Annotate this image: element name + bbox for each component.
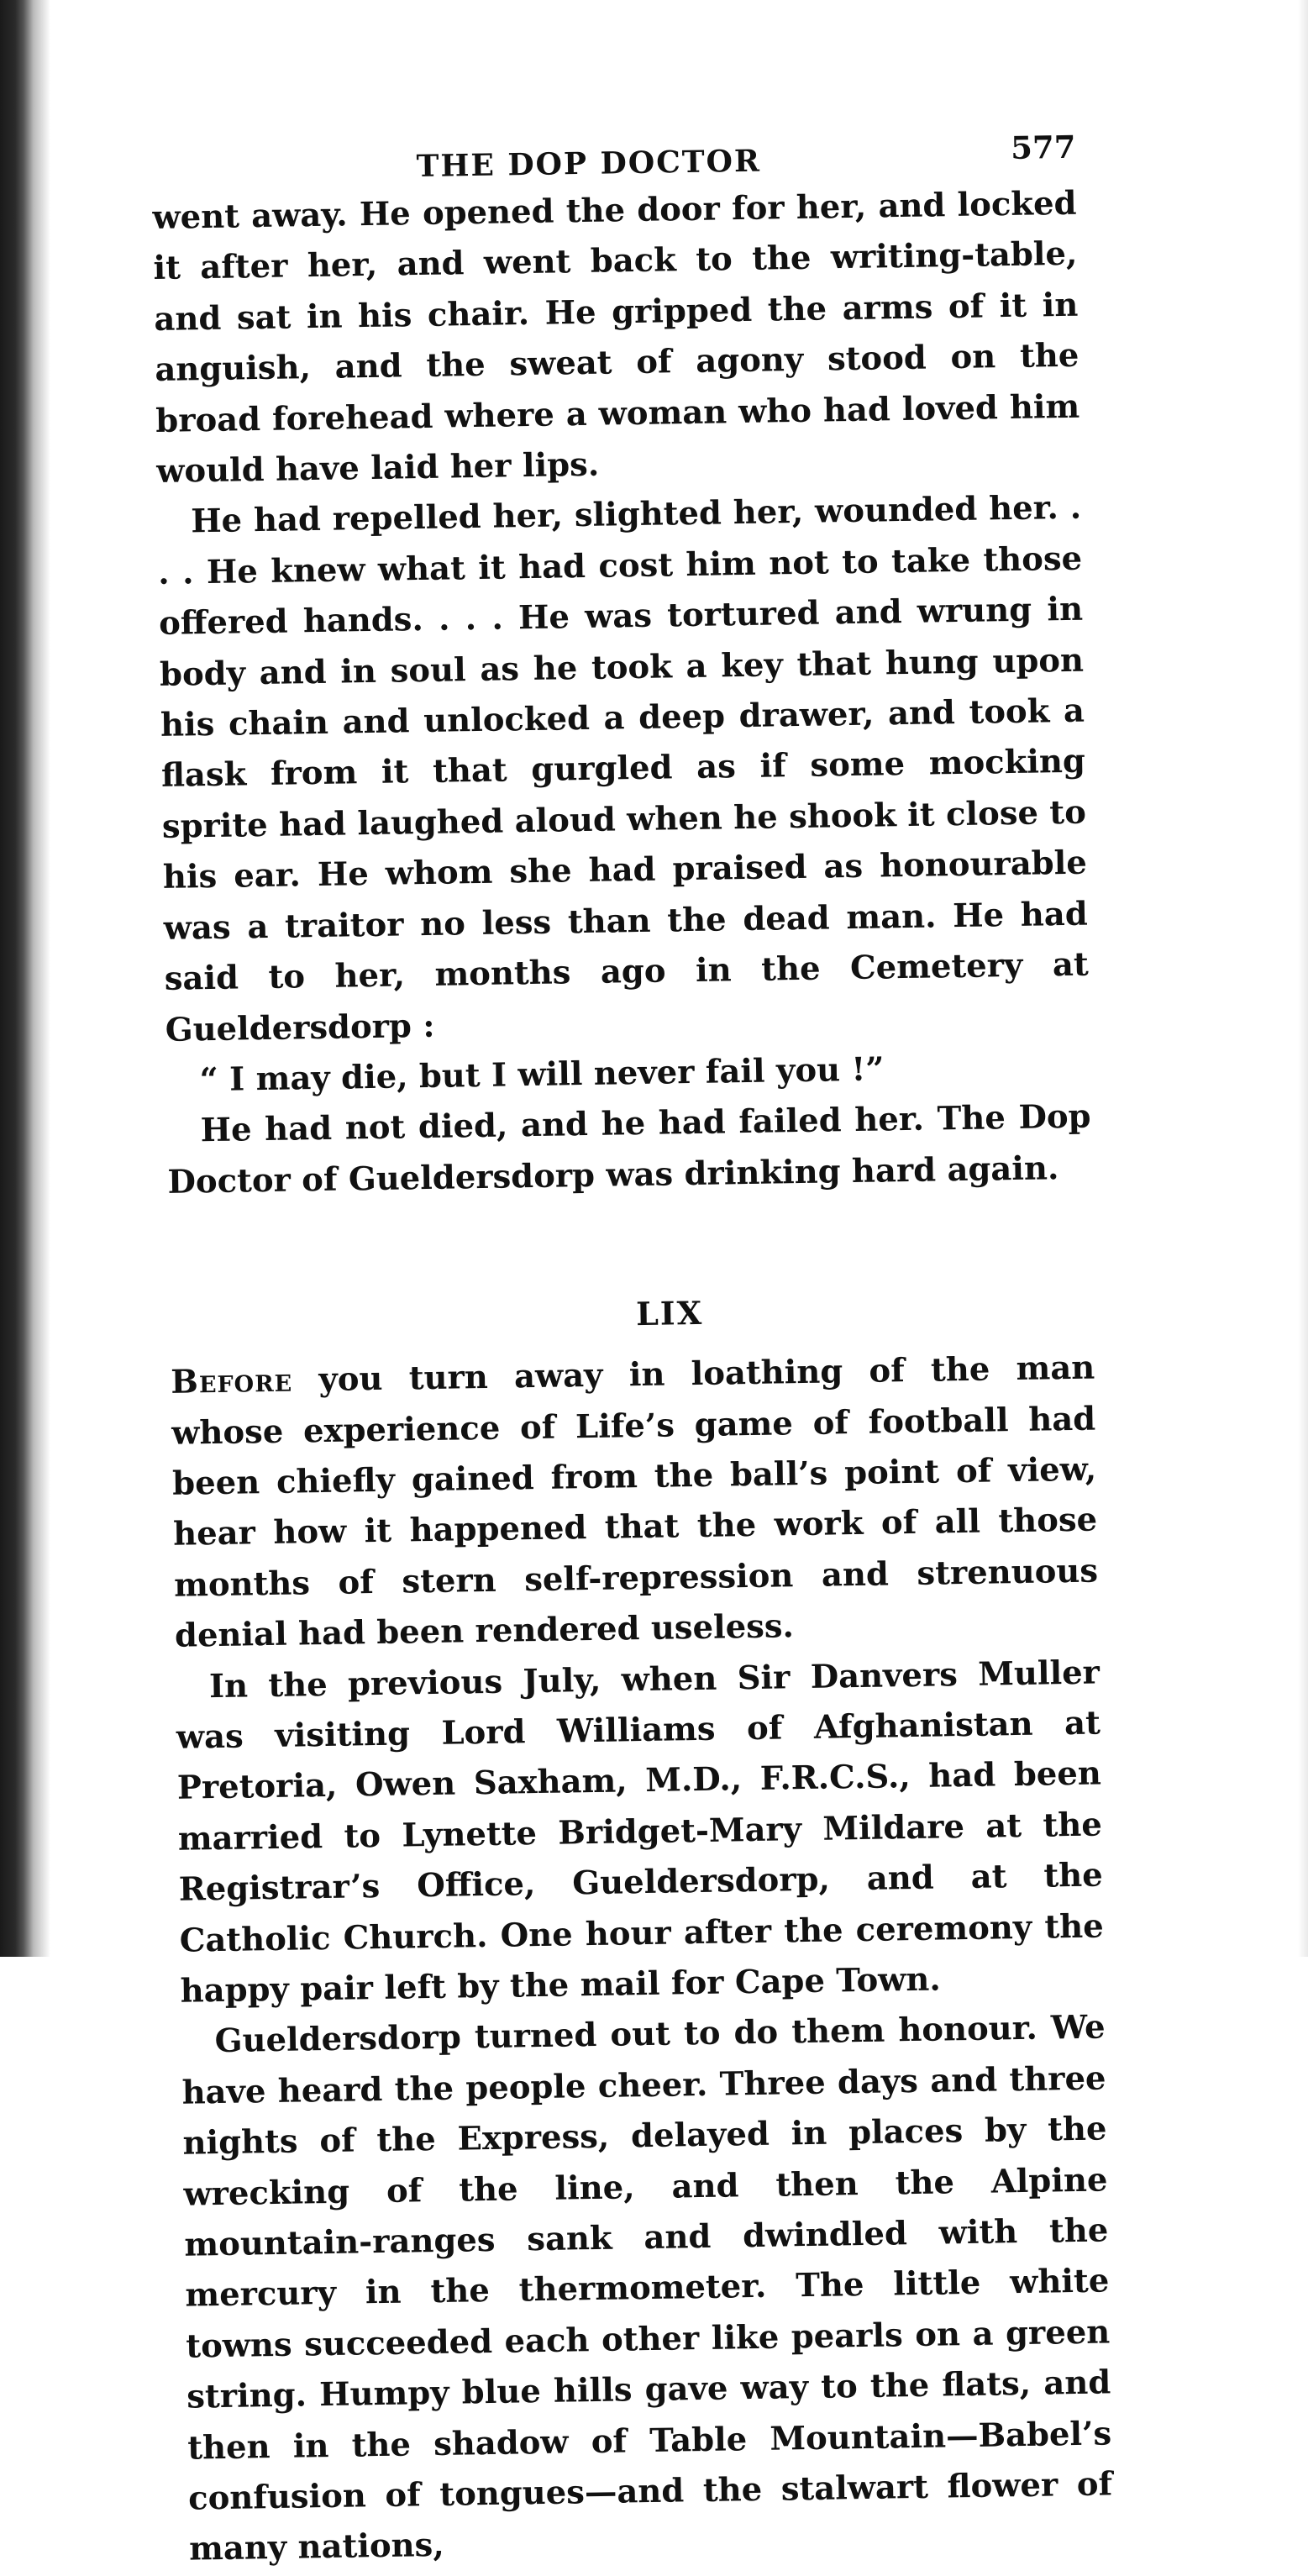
paragraph: Gueldersdorp turned out to do them honour. We have heard the people cheer. Three days and three nights of the Express, delayed in places by the wrecking of the line, and then the Alpine mountain-ranges sank and dwindled with the mercury in the thermometer. The little white towns succeeded each other like pearls on a green string. Humpy blue hills gave way to the flats, and then in the shadow of Table Mountain—Babel’s confusion of tongues—and the stalwart flower of many nations,	[181, 2008, 1113, 2569]
chapter-heading: LIX	[635, 1293, 704, 1333]
section-break	[168, 1194, 1093, 1292]
book-page	[151, 120, 1113, 2569]
paragraph: He had not died, and he had failed her. The Dop Doctor of Gueldersdorp was drinking hard again.	[167, 1097, 1091, 1201]
page-number: 577	[1010, 128, 1076, 166]
quote-paragraph: “ I may die, but I will never fail you !”	[199, 1050, 885, 1100]
opening-word: Before	[170, 1361, 293, 1401]
opening-text: you turn away in loathing of the man whose experience of Life’s game of football had been chiefly gained from the ball’s point of view, hear how it happened that the work of all those months of stern self-repression and strenuous denial had been rendered useless.	[171, 1348, 1099, 1655]
chapter-opening-paragraph	[171, 1343, 1100, 1663]
running-title: THE DOP DOCTOR	[416, 143, 762, 185]
page-edge	[1298, 0, 1308, 1957]
paragraph: went away. He opened the door for her, and locked it after her, and went back to the writing-table, and sat in his chair. He gripped the arms of it in anguish, and the sweat of agony stood on the broad forehead where a woman who had loved him would have laid her lips.	[152, 184, 1080, 491]
paragraph: In the previous July, when Sir Danvers Muller was visiting Lord Williams of Afghanistan at Pretoria, Owen Saxham, M.D., F.R.C.S., had been married to Lynette Bridget-Mary Mildare at the Registrar’s Office, Gueldersdorp, and at the Catholic Church. One hour after the ceremony the happy pair left by the mail for Cape Town.	[176, 1653, 1104, 2011]
book-spine-shadow	[0, 0, 59, 1957]
paragraph: He had repelled her, slighted her, wounded her. . . . He knew what it had cost him not to take those offered hands. . . . He was tortured and wrung in body and in soul as he took a key that hung upon his chain and unlocked a deep drawer, and took a flask from it that gurgled as if some mocking sprite had laughed aloud when he shook it close to his ear. He whom she had praised as honourable was a traitor no less than the dead man. He had said to her, months ago in the Cemetery at Gueldersdorp :	[157, 489, 1090, 1049]
